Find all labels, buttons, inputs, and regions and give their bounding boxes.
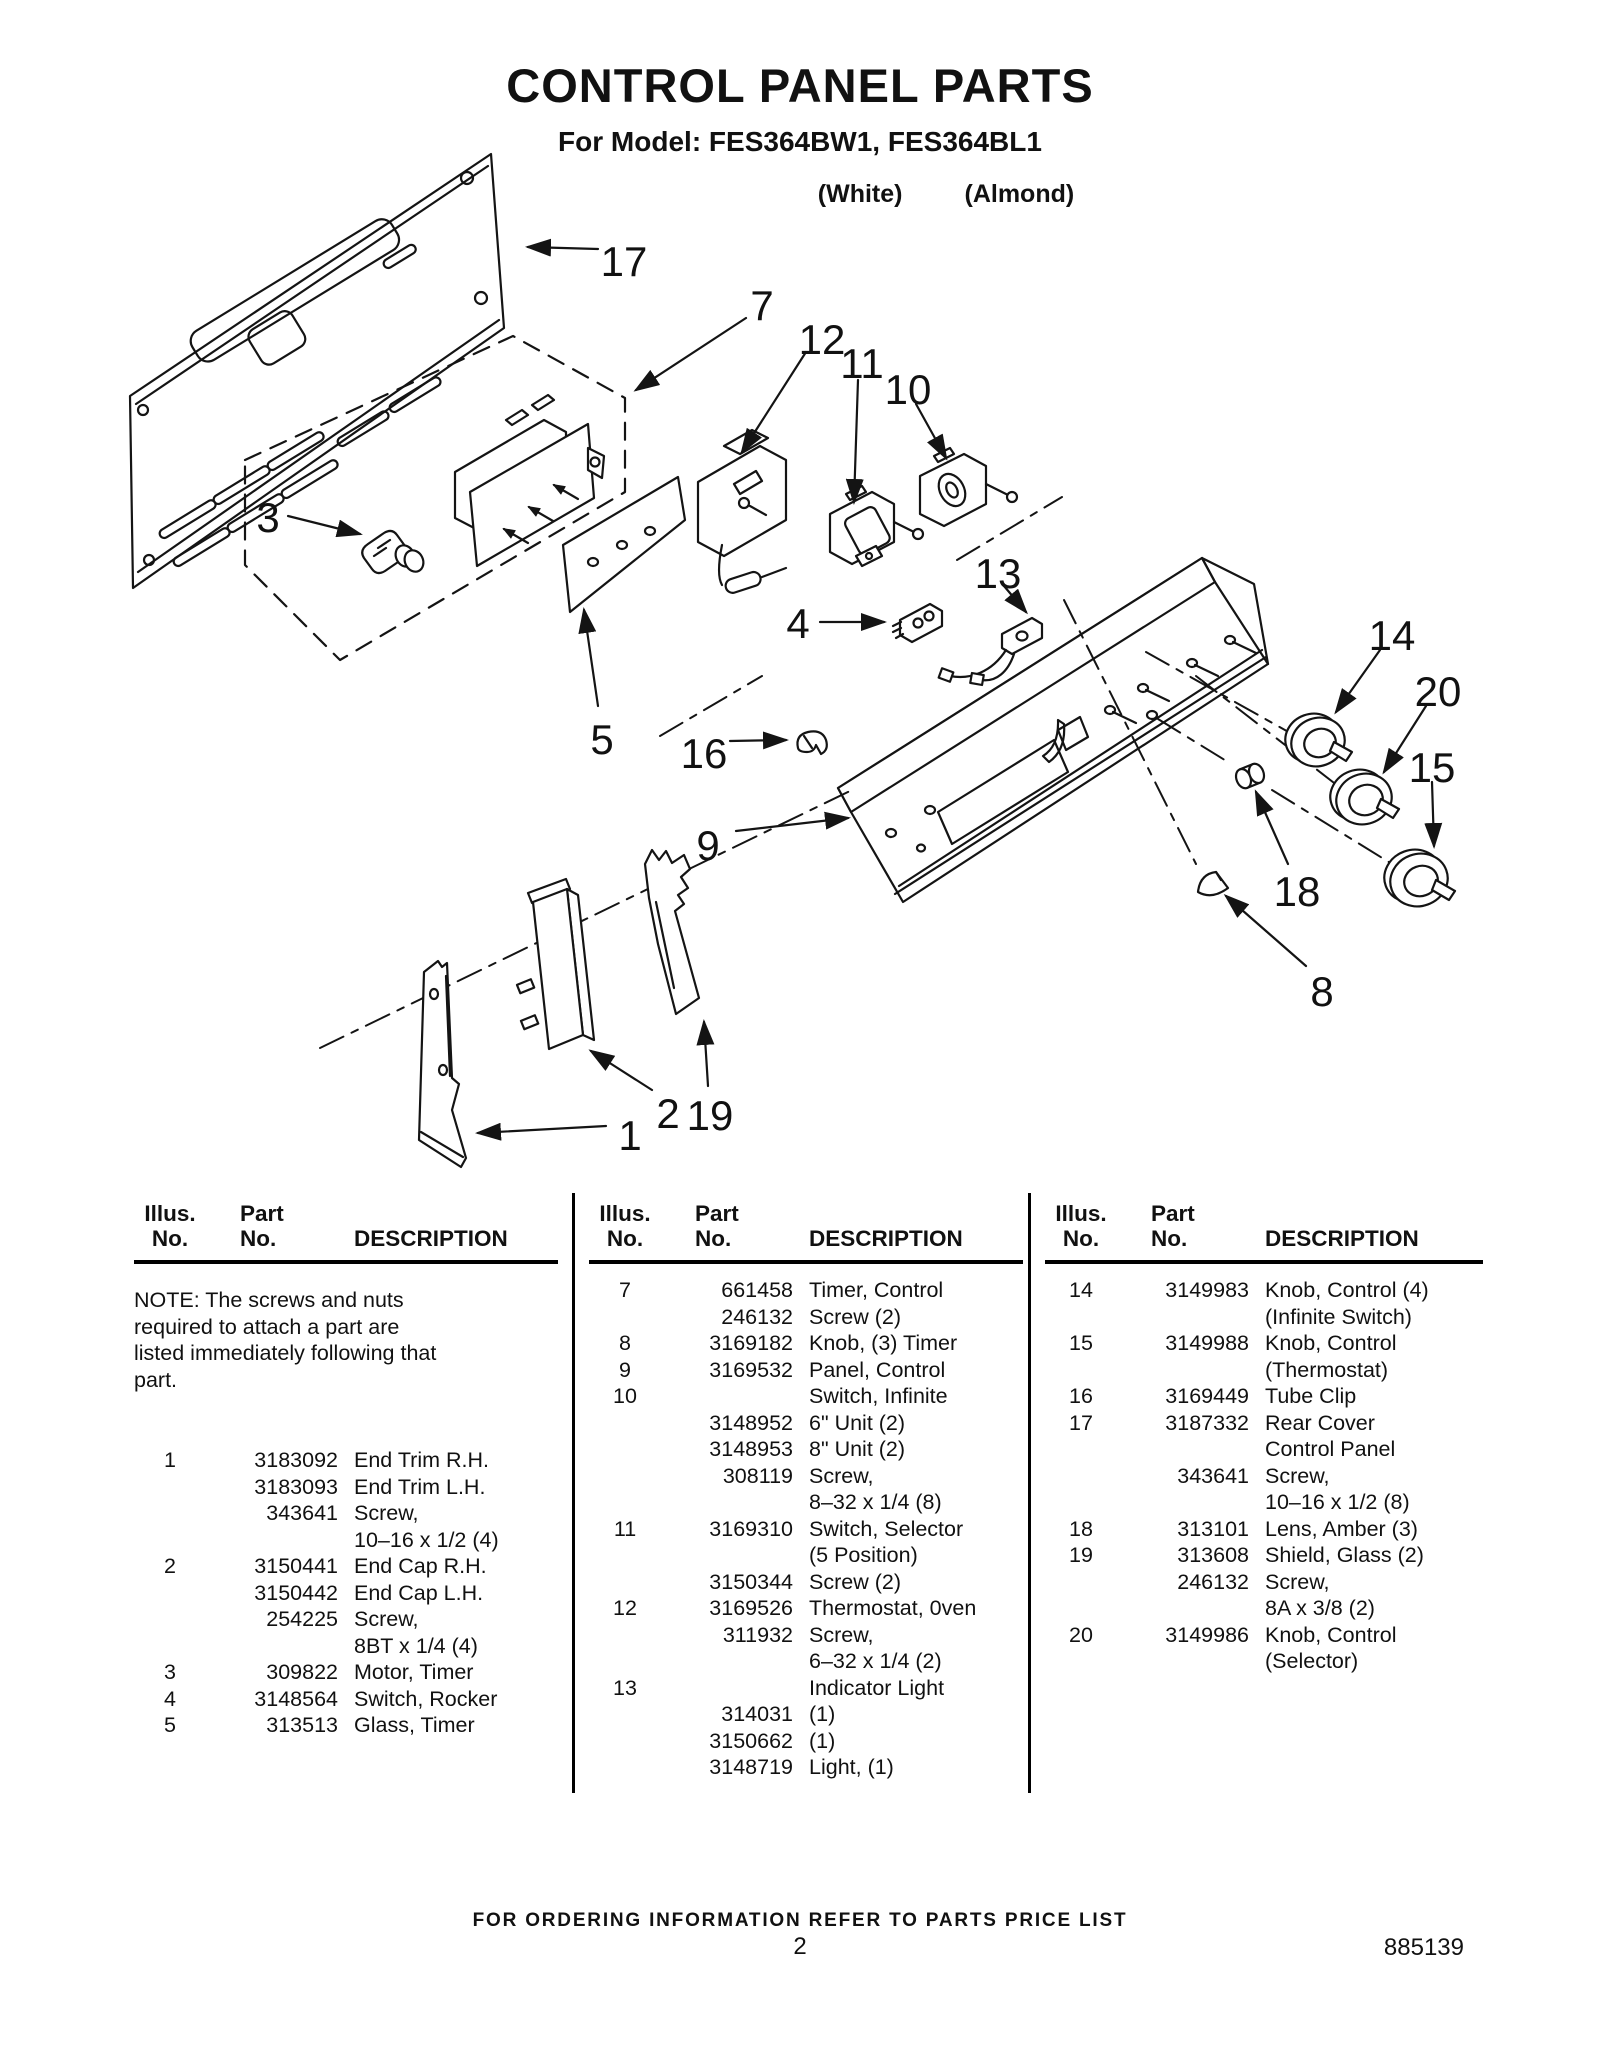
description-cell: Screw (2)	[809, 1569, 901, 1594]
part-no-cell: 3183093	[254, 1474, 338, 1499]
selector-switch-part	[830, 486, 923, 566]
table-row	[1045, 1622, 1483, 1649]
table-row	[589, 1463, 1023, 1490]
table-row	[589, 1383, 1023, 1410]
table-row	[589, 1648, 1023, 1675]
part-no-cell: 3169310	[709, 1516, 793, 1541]
illus-no-cell	[134, 1527, 206, 1554]
part-no-cell	[661, 1542, 793, 1569]
part-no-cell: 308119	[722, 1463, 793, 1488]
glass-shield-part	[645, 850, 699, 1014]
part-no-cell: 3150442	[254, 1580, 338, 1605]
part-no-cell: 661458	[721, 1278, 793, 1302]
illus-no-cell	[589, 1622, 661, 1649]
callout-label-17: 17	[600, 238, 648, 285]
description-header: DESCRIPTION	[809, 1226, 963, 1251]
callout-arrow-1	[478, 1126, 606, 1133]
table-row	[589, 1410, 1023, 1437]
illus-no-cell	[134, 1606, 206, 1633]
illus-no-cell: 7	[619, 1278, 631, 1302]
knob-part-14	[1278, 706, 1352, 774]
part-no-cell	[1117, 1489, 1249, 1516]
callout-label-14: 14	[1368, 612, 1416, 659]
table-row	[1045, 1595, 1483, 1622]
description-cell: 10–16 x 1/2 (4)	[354, 1527, 499, 1552]
callout-label-9: 9	[696, 822, 720, 869]
callout-label-8: 8	[1310, 968, 1334, 1015]
illus-no-cell	[1045, 1463, 1117, 1490]
callout-label-19: 19	[686, 1092, 734, 1139]
document-number: 885139	[1383, 1934, 1464, 1961]
description-cell: (Selector)	[1265, 1649, 1359, 1673]
part-no-cell: 313608	[1177, 1543, 1249, 1567]
illus-no-cell	[134, 1474, 206, 1501]
description-cell: 8" Unit (2)	[809, 1437, 906, 1461]
description-cell: 10–16 x 1/2 (8)	[1265, 1490, 1410, 1514]
table-row	[134, 1659, 558, 1686]
illus-no-cell	[134, 1633, 206, 1660]
part-no-header: Part No.	[695, 1201, 739, 1251]
table-row	[589, 1701, 1023, 1728]
table-row	[1045, 1542, 1483, 1569]
description-cell: End Trim L.H.	[354, 1474, 486, 1499]
part-no-cell: 3148952	[709, 1410, 793, 1435]
table-row	[1045, 1304, 1483, 1331]
illus-no-header: Illus. No.	[599, 1201, 651, 1251]
illus-no-cell	[589, 1463, 661, 1490]
callout-arrow-15	[1432, 782, 1434, 846]
illus-no-cell	[1045, 1569, 1117, 1596]
callout-label-18: 18	[1273, 868, 1321, 915]
description-cell: 6" Unit (2)	[809, 1410, 906, 1435]
illus-no-cell: 16	[1069, 1384, 1093, 1408]
table-row	[134, 1580, 558, 1607]
callout-arrow-17	[528, 247, 598, 249]
callout-arrow-7	[636, 318, 746, 390]
table-row	[589, 1489, 1023, 1516]
callout-label-5: 5	[590, 716, 614, 763]
callout-arrow-18	[1256, 792, 1288, 864]
illus-no-cell	[589, 1754, 661, 1781]
callout-label-16: 16	[680, 730, 728, 777]
illus-no-cell	[1045, 1595, 1117, 1622]
table-row	[1045, 1410, 1483, 1437]
callout-label-4: 4	[786, 600, 810, 647]
table-row	[589, 1436, 1023, 1463]
illus-no-cell: 2	[164, 1554, 176, 1578]
description-cell: 8BT x 1/4 (4)	[354, 1633, 478, 1658]
illus-no-cell	[589, 1489, 661, 1516]
description-cell: End Cap R.H.	[354, 1554, 487, 1578]
part-no-cell	[661, 1648, 793, 1675]
illus-no-cell	[589, 1701, 661, 1728]
callout-label-20: 20	[1414, 668, 1462, 715]
oven-thermostat-part	[698, 430, 786, 595]
description-cell: Switch, Infinite	[809, 1384, 948, 1408]
illus-no-cell: 18	[1069, 1516, 1093, 1541]
description-cell: Screw,	[1265, 1569, 1330, 1594]
description-cell: Indicator Light	[809, 1675, 945, 1700]
table-row	[1045, 1383, 1483, 1410]
knob-part-20	[1323, 762, 1399, 832]
illus-no-cell	[134, 1580, 206, 1607]
part-no-cell: 311932	[722, 1622, 793, 1647]
description-cell: (5 Position)	[809, 1543, 918, 1567]
parts-table-right	[1028, 1193, 1483, 1793]
description-cell: Tube Clip	[1265, 1384, 1357, 1408]
part-no-cell: 3149986	[1165, 1622, 1249, 1647]
callout-label-13: 13	[974, 550, 1022, 597]
table-row	[1045, 1569, 1483, 1596]
description-cell: Screw,	[809, 1622, 874, 1647]
illus-no-cell: 10	[613, 1384, 637, 1408]
finish-white: (White)	[817, 180, 903, 208]
parts-table-left	[100, 1193, 558, 1739]
part-no-cell: 3148564	[254, 1686, 338, 1711]
description-cell: Switch, Rocker	[354, 1686, 498, 1711]
part-no-cell: 3148953	[709, 1437, 793, 1461]
callout-arrow-14	[1336, 650, 1380, 712]
table-rows	[100, 1434, 558, 1739]
illus-no-header: Illus. No.	[1055, 1201, 1107, 1251]
ordering-note: FOR ORDERING INFORMATION REFER TO PARTS PRICE LIST	[472, 1910, 1128, 1931]
description-cell: (Infinite Switch)	[1265, 1304, 1412, 1329]
illus-no-cell: 13	[613, 1675, 637, 1700]
table-row	[589, 1728, 1023, 1755]
table-row	[1045, 1330, 1483, 1357]
table-rows	[1031, 1264, 1483, 1675]
part-no-cell	[206, 1527, 338, 1554]
illus-no-cell	[1045, 1648, 1117, 1675]
part-no-cell: 3149988	[1165, 1331, 1249, 1355]
part-no-cell: 3169532	[709, 1357, 793, 1382]
description-cell: Screw,	[354, 1501, 419, 1525]
part-no-cell	[661, 1675, 793, 1702]
description-cell: Motor, Timer	[354, 1660, 474, 1684]
part-no-cell: 3187332	[1165, 1410, 1249, 1435]
illus-no-cell: 19	[1069, 1543, 1093, 1567]
description-header: DESCRIPTION	[354, 1226, 508, 1251]
description-cell: Knob, Control	[1265, 1331, 1397, 1355]
end-trim-part	[419, 961, 466, 1167]
part-no-cell	[1117, 1595, 1249, 1622]
description-cell: Glass, Timer	[354, 1713, 475, 1737]
illus-no-cell	[589, 1542, 661, 1569]
end-cap-part	[517, 879, 594, 1049]
callout-label-3: 3	[256, 494, 280, 541]
description-cell: 6–32 x 1/4 (2)	[809, 1649, 942, 1673]
description-cell: Thermostat, 0ven	[809, 1596, 977, 1620]
timer-knob-part	[1198, 872, 1228, 895]
callout-label-7: 7	[750, 282, 774, 329]
knob-part-15	[1377, 842, 1455, 915]
table-header	[589, 1193, 1023, 1264]
table-row	[589, 1542, 1023, 1569]
illus-no-cell: 3	[164, 1660, 176, 1684]
callout-label-11: 11	[840, 340, 884, 387]
illus-no-cell: 20	[1069, 1622, 1093, 1647]
part-no-cell: 254225	[266, 1607, 338, 1631]
illus-no-cell: 4	[164, 1686, 176, 1711]
description-cell: Knob, (3) Timer	[809, 1331, 958, 1355]
illus-no-cell	[134, 1500, 206, 1527]
description-cell: (1)	[809, 1728, 836, 1753]
illus-no-cell: 17	[1069, 1410, 1093, 1435]
table-row	[134, 1712, 558, 1739]
rocker-switch-part	[893, 604, 942, 642]
callout-arrow-16	[730, 740, 786, 741]
callout-arrow-11	[854, 380, 858, 502]
table-row	[589, 1516, 1023, 1543]
description-cell: Control Panel	[1265, 1437, 1396, 1461]
part-no-cell: 313513	[266, 1713, 338, 1737]
description-cell: Panel, Control	[809, 1357, 946, 1382]
parts-table-middle	[572, 1193, 1023, 1793]
table-row	[589, 1304, 1023, 1331]
finish-almond: (Almond)	[964, 180, 1075, 208]
part-no-cell	[1117, 1436, 1249, 1463]
table-row	[134, 1474, 558, 1501]
amber-lens-part	[1233, 761, 1266, 790]
part-no-cell	[1117, 1648, 1249, 1675]
illus-no-cell	[1045, 1489, 1117, 1516]
description-cell: (1)	[809, 1702, 836, 1726]
illus-no-cell	[589, 1648, 661, 1675]
table-row	[1045, 1648, 1483, 1675]
illus-no-cell: 11	[613, 1516, 637, 1541]
table-header	[134, 1193, 558, 1264]
model-subtitle: For Model: FES364BW1, FES364BL1	[558, 126, 1042, 157]
description-cell: Shield, Glass (2)	[1265, 1543, 1424, 1567]
illus-no-cell	[1045, 1436, 1117, 1463]
illus-no-cell: 12	[613, 1596, 637, 1620]
callout-arrow-12	[742, 352, 806, 452]
description-cell: 8–32 x 1/4 (8)	[809, 1490, 942, 1514]
part-no-cell: 246132	[1177, 1569, 1249, 1594]
timer-motor-clip-part	[362, 531, 427, 575]
table-row	[1045, 1516, 1483, 1543]
description-cell: (Thermostat)	[1265, 1357, 1389, 1382]
table-row	[134, 1606, 558, 1633]
part-no-cell: 3150662	[709, 1728, 793, 1753]
table-row	[589, 1622, 1023, 1649]
table-row	[134, 1527, 558, 1554]
table-header	[1045, 1193, 1483, 1264]
description-cell: End Trim R.H.	[354, 1448, 489, 1472]
part-no-cell: 3169526	[709, 1596, 793, 1620]
part-no-cell	[206, 1633, 338, 1660]
illus-no-cell	[589, 1436, 661, 1463]
description-cell: Rear Cover	[1265, 1410, 1375, 1435]
table-row	[589, 1330, 1023, 1357]
callout-label-12: 12	[798, 316, 846, 363]
table-row	[134, 1447, 558, 1474]
illus-no-cell	[1045, 1357, 1117, 1384]
table-row	[589, 1754, 1023, 1781]
illus-no-cell: 9	[619, 1357, 631, 1382]
table-row	[134, 1686, 558, 1713]
part-no-cell: 309822	[266, 1660, 338, 1684]
callout-arrow-3	[288, 516, 360, 534]
part-no-cell: 3150344	[709, 1569, 793, 1594]
description-header: DESCRIPTION	[1265, 1226, 1419, 1251]
description-cell: Screw (2)	[809, 1304, 901, 1329]
illus-no-cell: 8	[619, 1331, 631, 1355]
description-cell: Screw,	[354, 1607, 419, 1631]
control-panel-part	[838, 558, 1268, 902]
table-row	[589, 1277, 1023, 1304]
table-row	[589, 1595, 1023, 1622]
callout-arrow-19	[704, 1022, 708, 1086]
description-cell: Screw,	[1265, 1463, 1330, 1488]
table-row	[1045, 1357, 1483, 1384]
part-no-cell: 3148719	[709, 1755, 793, 1779]
table-row	[134, 1500, 558, 1527]
description-cell: Screw,	[809, 1463, 874, 1488]
table-row	[1045, 1277, 1483, 1304]
table-row	[1045, 1436, 1483, 1463]
page-number: 2	[793, 1933, 807, 1960]
description-cell: End Cap L.H.	[354, 1580, 484, 1605]
tube-clip-part	[797, 731, 826, 754]
illus-no-header: Illus. No.	[144, 1201, 196, 1251]
table-row	[589, 1569, 1023, 1596]
table-row	[134, 1633, 558, 1660]
part-no-cell: 343641	[266, 1501, 338, 1525]
illus-no-cell: 1	[164, 1448, 176, 1472]
table-row	[589, 1675, 1023, 1702]
part-no-cell: 343641	[1177, 1463, 1249, 1488]
table-row	[1045, 1489, 1483, 1516]
callout-label-10: 10	[884, 366, 932, 413]
part-no-cell: 3169182	[709, 1331, 793, 1355]
part-no-cell: 314031	[721, 1702, 793, 1726]
illus-no-cell: 15	[1069, 1331, 1093, 1355]
description-cell: Light, (1)	[809, 1755, 894, 1779]
part-no-cell	[1117, 1304, 1249, 1331]
infinite-switch-part	[920, 448, 1017, 526]
part-no-cell: 313101	[1177, 1516, 1249, 1541]
callout-label-2: 2	[656, 1090, 680, 1137]
part-no-cell: 3183092	[254, 1448, 338, 1472]
table-rows	[575, 1264, 1023, 1781]
table-row	[1045, 1463, 1483, 1490]
description-cell: 8A x 3/8 (2)	[1265, 1596, 1375, 1620]
illus-no-cell: 5	[164, 1713, 176, 1737]
description-cell: Switch, Selector	[809, 1516, 964, 1541]
description-cell: Timer, Control	[809, 1278, 944, 1302]
description-cell: Knob, Control (4)	[1265, 1278, 1429, 1302]
description-cell: Lens, Amber (3)	[1265, 1516, 1418, 1541]
illus-no-cell: 14	[1069, 1278, 1093, 1302]
illus-no-cell	[589, 1410, 661, 1437]
description-cell: Knob, Control	[1265, 1622, 1397, 1647]
callout-label-1: 1	[618, 1112, 642, 1159]
callout-arrow-2	[591, 1051, 652, 1090]
part-no-cell: 3149983	[1165, 1278, 1249, 1302]
table-row	[134, 1553, 558, 1580]
screws-note: NOTE: The screws and nuts required to attach a part are listed immediately following that part.	[134, 1288, 437, 1392]
callout-label-15: 15	[1408, 744, 1456, 791]
illus-no-cell	[1045, 1304, 1117, 1331]
part-no-cell: 3169449	[1165, 1384, 1249, 1408]
page-title: CONTROL PANEL PARTS	[506, 59, 1094, 112]
part-no-cell: 3150441	[254, 1554, 338, 1578]
illus-no-cell	[589, 1728, 661, 1755]
illus-no-cell	[589, 1569, 661, 1596]
illus-no-cell	[589, 1304, 661, 1331]
callout-arrow-5	[584, 610, 598, 706]
table-row	[589, 1357, 1023, 1384]
part-no-cell: 246132	[721, 1304, 793, 1329]
part-no-header: Part No.	[1151, 1201, 1195, 1251]
part-no-cell	[661, 1383, 793, 1410]
part-no-cell	[661, 1489, 793, 1516]
part-no-header: Part No.	[240, 1201, 284, 1251]
part-no-cell	[1117, 1357, 1249, 1384]
